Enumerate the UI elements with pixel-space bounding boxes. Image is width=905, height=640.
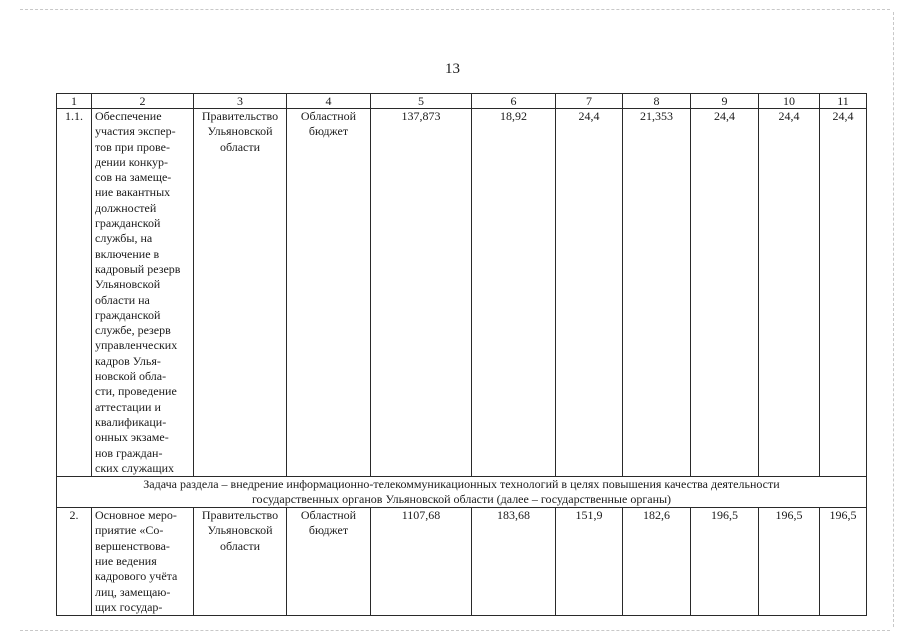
description-line: гражданской xyxy=(95,307,161,322)
amount-cell: 24,4 xyxy=(759,109,820,477)
description-line: управленческих xyxy=(95,338,178,353)
row-number: 1.1. xyxy=(57,109,92,477)
table-row xyxy=(57,109,867,477)
executor-line: области xyxy=(219,139,261,154)
table-row xyxy=(57,508,867,616)
column-number: 9 xyxy=(691,94,759,109)
scan-edge-bottom xyxy=(20,630,890,631)
description-line: квалификаци- xyxy=(95,414,167,429)
amount-cell: 183,68 xyxy=(472,508,556,616)
funding-source-line: Областной xyxy=(300,508,357,523)
description-line: онных экзаме- xyxy=(95,430,169,445)
funding-source-line: бюджет xyxy=(308,124,349,139)
amount-cell: 196,5 xyxy=(820,508,867,616)
description-line: лиц, замещаю- xyxy=(95,584,171,599)
description-line: ских служащих xyxy=(95,460,175,475)
description-line: ние вакантных xyxy=(95,185,171,200)
description-line: службы, на xyxy=(95,231,153,246)
amount-cell: 24,4 xyxy=(691,109,759,477)
column-number: 10 xyxy=(759,94,820,109)
description-line: дении конкур- xyxy=(95,154,168,169)
executor-line: Правительство xyxy=(201,508,279,523)
description-line: Основное меро- xyxy=(95,508,177,523)
column-number: 5 xyxy=(371,94,472,109)
description-line: новской обла- xyxy=(95,369,167,384)
description-line: кадрового учёта xyxy=(95,569,178,584)
amount-cell: 137,873 xyxy=(371,109,472,477)
column-number: 2 xyxy=(92,94,194,109)
section-task-text xyxy=(57,477,867,508)
description-line: нов граждан- xyxy=(95,445,163,460)
column-number-row xyxy=(57,94,867,109)
column-number: 1 xyxy=(57,94,92,109)
column-number: 7 xyxy=(556,94,623,109)
executor-line: Правительство xyxy=(201,109,279,123)
funding-source-cell xyxy=(287,109,371,477)
amount-cell: 182,6 xyxy=(623,508,691,616)
description-line: щих государ- xyxy=(95,599,163,614)
description-line: сов на замеще- xyxy=(95,170,172,185)
amount-cell: 24,4 xyxy=(556,109,623,477)
section-task-line: государственных органов Ульяновской области (далее – государственные органы) xyxy=(251,491,672,506)
column-number: 4 xyxy=(287,94,371,109)
program-table xyxy=(56,93,867,616)
description-line: кадров Улья- xyxy=(95,353,161,368)
funding-source-line: бюджет xyxy=(308,523,349,538)
description-line: сти, проведение xyxy=(95,384,177,399)
amount-cell: 196,5 xyxy=(691,508,759,616)
description-line: гражданской xyxy=(95,216,161,231)
executor-cell xyxy=(194,508,287,616)
amount-cell: 196,5 xyxy=(759,508,820,616)
funding-source-line: Областной xyxy=(300,109,357,123)
description-line: тов при прове- xyxy=(95,139,170,154)
description-line: участия экспер- xyxy=(95,124,176,139)
scan-edge-right xyxy=(893,12,894,627)
description-line: области на xyxy=(95,292,150,307)
amount-cell: 21,353 xyxy=(623,109,691,477)
activity-description xyxy=(92,109,194,477)
description-line: включение в xyxy=(95,246,160,261)
executor-cell xyxy=(194,109,287,477)
executor-line: Ульяновской xyxy=(207,124,273,139)
activity-description xyxy=(92,508,194,616)
executor-line: Ульяновской xyxy=(207,523,273,538)
description-line: аттестации и xyxy=(95,399,161,414)
row-number: 2. xyxy=(57,508,92,616)
description-line: должностей xyxy=(95,200,157,215)
scan-edge-top xyxy=(20,9,890,10)
funding-source-cell xyxy=(287,508,371,616)
page-number: 13 xyxy=(445,61,460,77)
column-number: 8 xyxy=(623,94,691,109)
section-task-row xyxy=(57,477,867,508)
description-line: вершенствова- xyxy=(95,538,170,553)
description-line: ние ведения xyxy=(95,554,157,569)
executor-line: области xyxy=(219,538,261,553)
description-line: Обеспечение xyxy=(95,109,162,123)
section-task-line: Задача раздела – внедрение информационно-телекоммуникационных технологий в целях повышения качества деятельности xyxy=(143,477,780,492)
description-line: Ульяновской xyxy=(95,277,161,292)
amount-cell: 151,9 xyxy=(556,508,623,616)
description-line: кадровый резерв xyxy=(95,261,181,276)
column-number: 6 xyxy=(472,94,556,109)
amount-cell: 1107,68 xyxy=(371,508,472,616)
amount-cell: 18,92 xyxy=(472,109,556,477)
description-line: приятие «Со- xyxy=(95,523,164,538)
description-line: службе, резерв xyxy=(95,323,171,338)
column-number: 11 xyxy=(820,94,867,109)
column-number: 3 xyxy=(194,94,287,109)
amount-cell: 24,4 xyxy=(820,109,867,477)
